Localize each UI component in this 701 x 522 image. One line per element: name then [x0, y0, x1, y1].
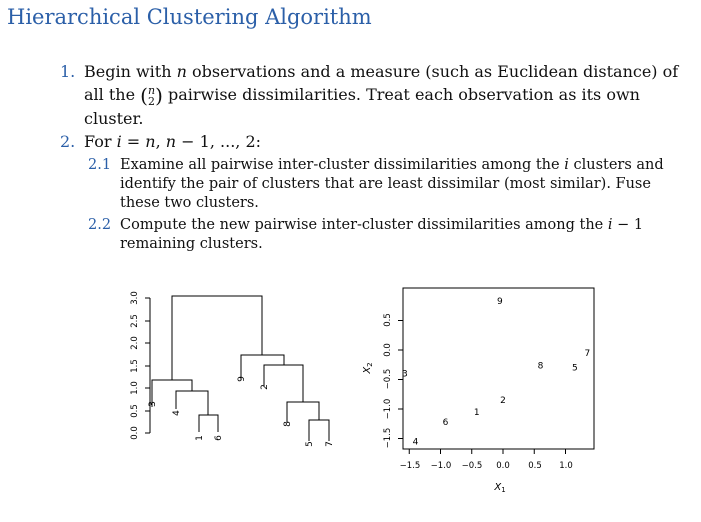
dendrogram [145, 296, 329, 441]
dendrogram-branch [309, 420, 329, 441]
dendrogram-leaf-label: 1 [195, 435, 205, 441]
scatter-point: 7 [584, 348, 591, 359]
step-text: = [121, 131, 146, 151]
x-axis-label-sub: 1 [501, 486, 506, 494]
step-text: − 1, ..., 2: [176, 131, 262, 151]
step-number: 2. [60, 131, 76, 151]
binom-bottom: 2 [148, 94, 156, 108]
scatter-point: 5 [572, 363, 578, 374]
math-variable: i [116, 131, 122, 151]
y-axis-label-main: X [362, 366, 373, 374]
dendrogram-branch [241, 355, 284, 380]
substep-text: clusters and identify the pair of clusters that are least dissimilar (most similar). Fuse these two clusters. [120, 156, 664, 211]
scatter-y-tick-labels [383, 313, 393, 448]
dendrogram-y-tick-labels [130, 291, 140, 440]
dendrogram-leaf-label: 9 [237, 376, 247, 382]
dendrogram-y-tick-label: 1.0 [130, 381, 140, 395]
dendrogram-leaf-label: 3 [148, 401, 158, 407]
dendrogram-y-tick-label: 2.5 [130, 314, 140, 328]
scatter-axes [398, 321, 566, 455]
dendrogram-leaf-label: 7 [325, 441, 335, 447]
math-variable: n [145, 131, 156, 151]
dendrogram-y-tick-label: 0.0 [130, 426, 140, 440]
dendrogram-leaf-labels [148, 376, 335, 447]
dendrogram-leaf-label: 2 [260, 384, 270, 390]
scatter-x-tick-label: −1.0 [430, 461, 452, 471]
math-variable: i [564, 156, 569, 173]
dendrogram-y-tick-label: 1.5 [130, 359, 140, 373]
dendrogram-leaf-label: 5 [305, 441, 315, 447]
dendrogram-y-tick-label: 2.0 [130, 336, 140, 350]
step-text: , [155, 131, 166, 151]
scatter-y-tick-label: 0.5 [383, 313, 393, 327]
scatter-point: 9 [497, 297, 503, 308]
math-variable: i [607, 216, 613, 233]
scatter-plot [362, 288, 594, 494]
scatter-y-tick-label: −1.0 [383, 398, 393, 420]
dendrogram-leaf-label: 8 [283, 421, 293, 427]
scatter-plot-frame [403, 288, 594, 449]
scatter-point: 6 [442, 417, 449, 428]
scatter-x-tick-label: 1.0 [559, 461, 573, 471]
scatter-y-axis-label [362, 362, 374, 374]
dendrogram-y-tick-label: 3.0 [130, 291, 140, 305]
substep-text: Examine all pairwise inter-cluster dissimilarities among the [120, 156, 565, 173]
page-title: Hierarchical Clustering Algorithm [7, 5, 372, 29]
substep-number: 2.2 [88, 216, 112, 233]
scatter-y-tick-label: −0.5 [383, 368, 393, 390]
scatter-x-tick-labels [400, 461, 573, 471]
scatter-point: 8 [537, 361, 544, 372]
scatter-x-tick-label: −1.5 [399, 461, 421, 471]
binom-top: n [147, 83, 156, 97]
dendrogram-branch [152, 380, 192, 407]
math-variable: n [176, 62, 187, 81]
dendrogram-y-tick-label: 0.5 [130, 404, 140, 418]
substep-text: − 1 remaining clusters. [120, 216, 644, 252]
x-axis-label-main: X [494, 482, 502, 493]
scatter-point: 2 [500, 396, 506, 407]
scatter-x-tick-label: 0.0 [496, 461, 510, 471]
scatter-points [402, 297, 590, 447]
dendrogram-leaf-label: 4 [172, 410, 182, 416]
step-number: 1. [60, 62, 76, 81]
scatter-x-tick-label: −0.5 [461, 461, 483, 471]
dendrogram-branch [172, 296, 262, 380]
binomial-coefficient: ( n 2 ) [140, 83, 163, 108]
scatter-point: 4 [412, 437, 419, 448]
y-axis-label-sub: 2 [366, 362, 374, 367]
scatter-x-tick-label: 0.5 [528, 461, 542, 471]
scatter-point: 3 [402, 369, 408, 380]
substep-number: 2.1 [88, 156, 112, 173]
dendrogram-branch [264, 365, 303, 402]
step-text: Begin with [84, 62, 177, 81]
scatter-x-axis-label [493, 482, 505, 494]
scatter-point: 1 [473, 407, 480, 418]
dendrogram-leaf-label: 6 [214, 435, 224, 441]
step-text: observations and a measure (such as Euclidean distance) of all the [84, 62, 679, 104]
substep-text: Compute the new pairwise inter-cluster dissimilarities among the [120, 216, 608, 233]
scatter-y-tick-label: 0.0 [383, 343, 393, 357]
math-variable: n [165, 131, 177, 151]
step-text: pairwise dissimilarities. Treat each observation as its own cluster. [84, 85, 640, 128]
dendrogram-branch [199, 415, 218, 432]
scatter-y-tick-label: −1.5 [383, 427, 393, 449]
step-text: For [84, 131, 117, 151]
